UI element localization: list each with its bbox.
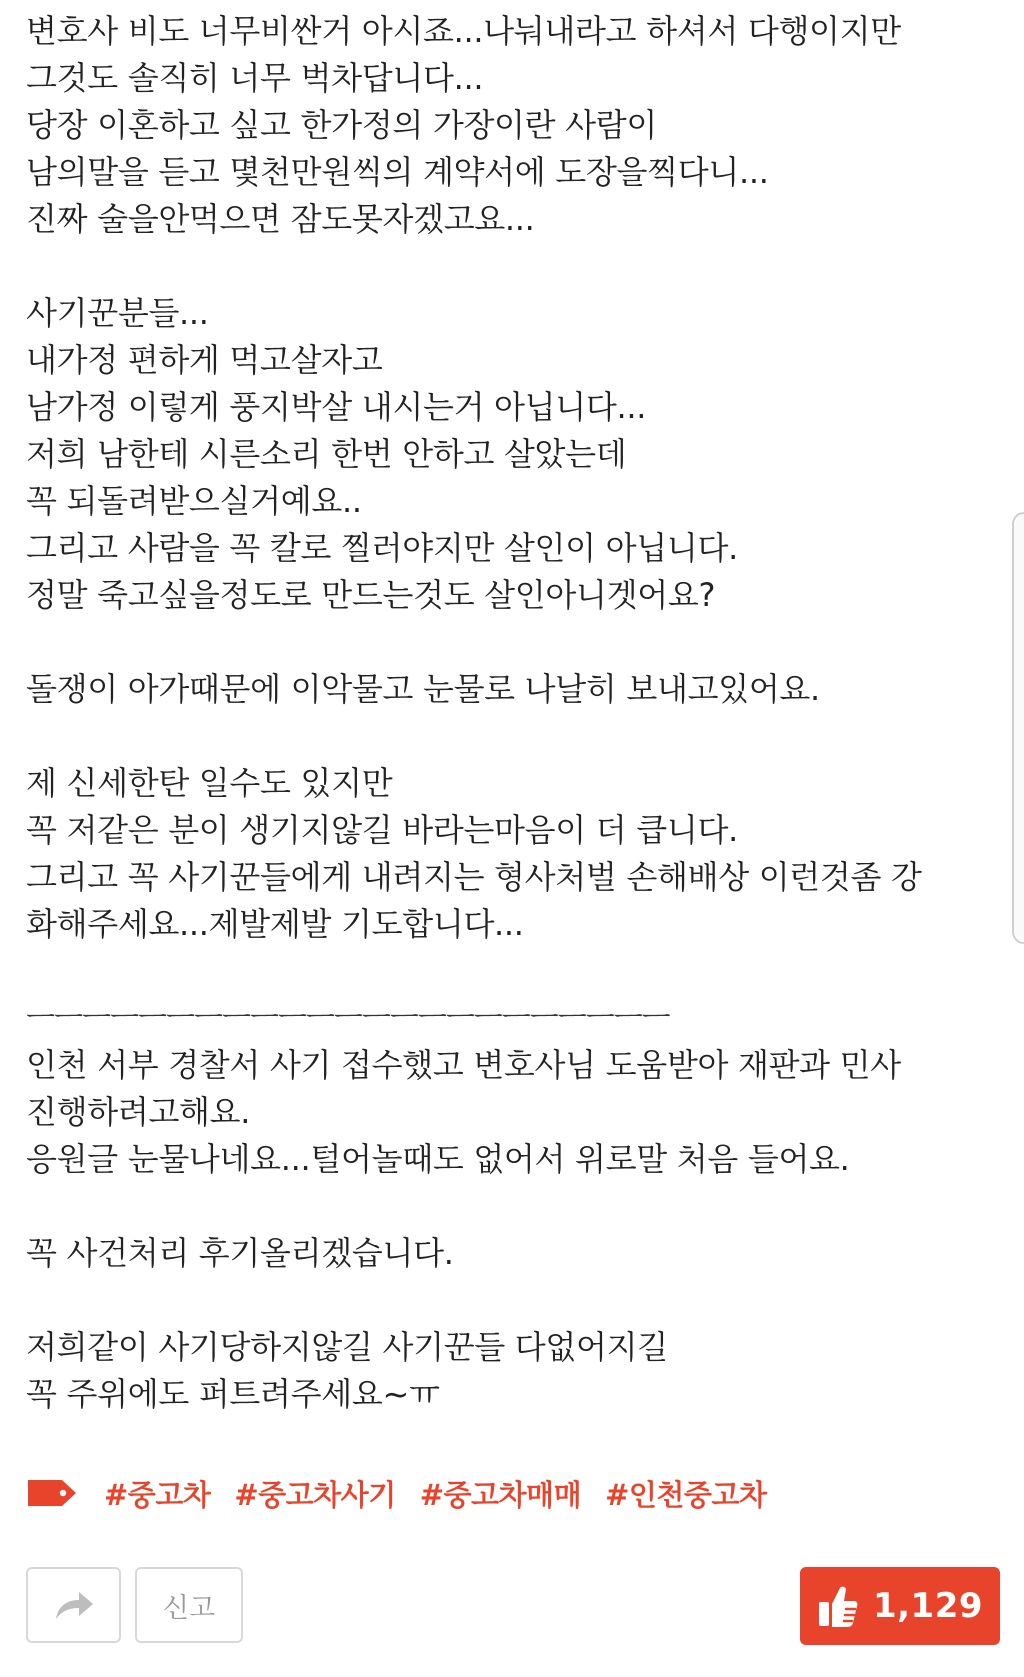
body-line: 꼭 되돌려받으실거예요.. (26, 482, 362, 520)
thumbs-up-icon (817, 1583, 859, 1629)
paragraph-spacer (26, 948, 986, 995)
share-arrow-icon (52, 1588, 96, 1622)
like-count: 1,129 (872, 1586, 984, 1626)
body-line: 꼭 저같은 분이 생기지않길 바라는마음이 더 큽니다. (26, 811, 738, 849)
body-line: 꼭 주위에도 퍼트려주세요~ㅠ (26, 1375, 440, 1413)
body-line: 그리고 꼭 사기꾼들에게 내려지는 형사처벌 손해배상 이런것좀 강 (26, 858, 922, 896)
body-line: 정말 죽고싶을정도로 만드는것도 살인아니겟어요? (26, 576, 716, 614)
body-line: 사기꾼분들... (26, 294, 209, 332)
body-line: 저희같이 사기당하지않길 사기꾼들 다없어지길 (26, 1328, 668, 1366)
tag-list (26, 1468, 790, 1518)
paragraph-5 (26, 1042, 986, 1183)
body-line: 돌쟁이 아가때문에 이악물고 눈물로 나날히 보내고있어요. (26, 670, 820, 708)
body-line: 응원글 눈물나네요...털어놀때도 없어서 위로말 처음 들어요. (26, 1140, 850, 1178)
report-label: 신고 (162, 1592, 216, 1624)
body-line: 진짜 술을안먹으면 잠도못자겠고요... (26, 200, 535, 238)
body-line: 인천 서부 경찰서 사기 접수했고 변호사님 도움받아 재판과 민사 (26, 1046, 901, 1084)
body-line: 진행하려고해요. (26, 1093, 251, 1131)
body-line: 남가정 이렇게 풍지박살 내시는거 아닙니다... (26, 388, 647, 426)
report-button[interactable] (135, 1567, 243, 1643)
body-line: 꼭 사건처리 후기올리겠습니다. (26, 1234, 454, 1272)
body-line: 당장 이혼하고 싶고 한가정의 가장이란 사람이 (26, 106, 657, 144)
body-line: 제 신세한탄 일수도 있지만 (26, 764, 393, 802)
body-line: 남의말을 듣고 몇천만원씩의 계약서에 도장을찍다니... (26, 153, 769, 191)
paragraph-4 (26, 760, 986, 948)
tag-link[interactable]: #중고차사기 (234, 1477, 396, 1512)
share-button[interactable] (26, 1567, 121, 1643)
tag-icon (26, 1477, 78, 1509)
paragraph-spacer (26, 619, 986, 666)
tag-link[interactable]: #중고차 (104, 1477, 211, 1512)
text-divider: ㅡㅡㅡㅡㅡㅡㅡㅡㅡㅡㅡㅡㅡㅡㅡㅡㅡㅡㅡㅡㅡㅡㅡ (26, 1001, 670, 1036)
body-line: 화해주세요...제발제발 기도합니다... (26, 905, 524, 943)
like-button[interactable] (800, 1567, 1000, 1645)
paragraph-spacer (26, 243, 986, 290)
body-line: 변호사 비도 너무비싼거 아시죠...나눠내라고 하셔서 다행이지만 (26, 12, 901, 50)
body-line: 그리고 사람을 꼭 칼로 찔러야지만 살인이 아닙니다. (26, 529, 738, 567)
body-line: 내가정 편하게 먹고살자고 (26, 341, 383, 379)
body-line: 저희 남한테 시른소리 한번 안하고 살았는데 (26, 435, 627, 473)
tag-link[interactable]: #중고차매매 (419, 1477, 582, 1512)
paragraph-spacer (26, 713, 986, 760)
paragraph-spacer (26, 1183, 986, 1230)
scroll-handle[interactable] (1012, 512, 1024, 944)
paragraph-1 (26, 8, 986, 243)
tag-link[interactable]: #인천중고차 (605, 1477, 767, 1512)
paragraph-2 (26, 290, 986, 619)
paragraph-spacer (26, 1277, 986, 1324)
paragraph-7 (26, 1324, 986, 1418)
body-line: 그것도 솔직히 너무 벅차답니다... (26, 59, 484, 97)
paragraph-6 (26, 1230, 986, 1277)
post-body (26, 8, 986, 1418)
paragraph-3 (26, 666, 986, 713)
